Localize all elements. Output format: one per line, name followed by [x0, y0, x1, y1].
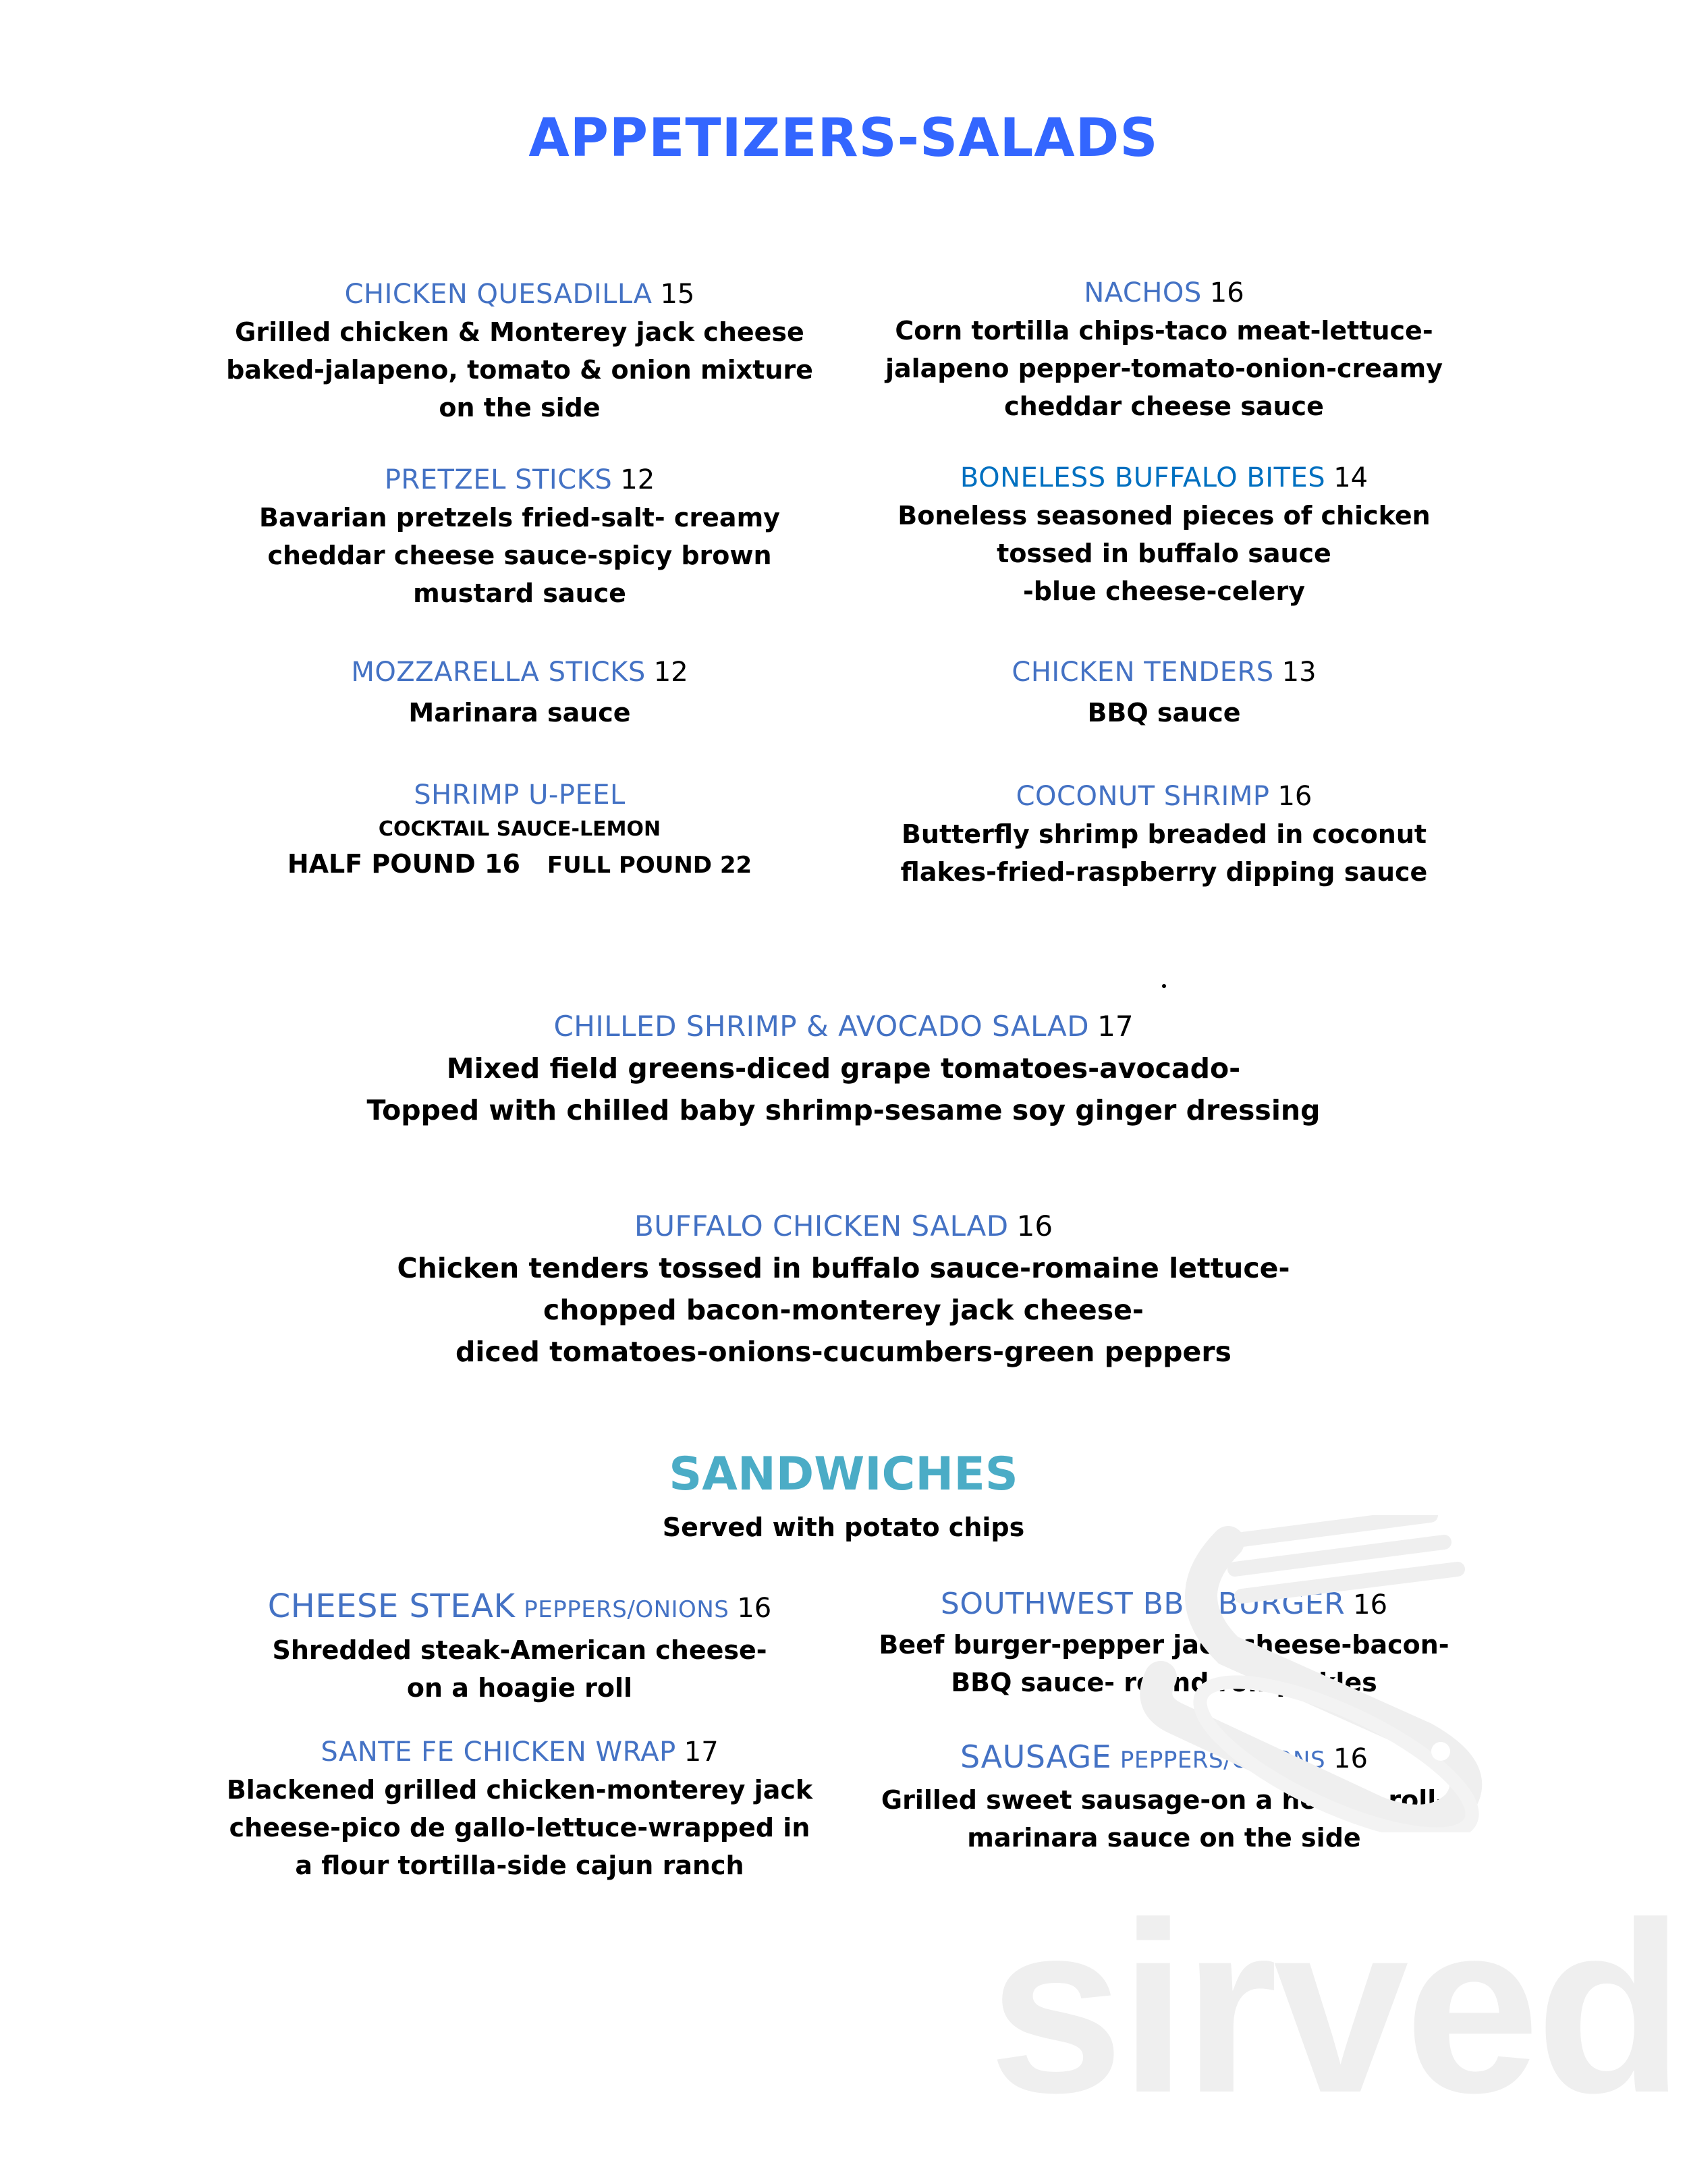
menu-item-pretzel-sticks [216, 461, 823, 612]
item-desc-line: Grilled sweet sausage-on a hoagie roll- [881, 1785, 1447, 1815]
full-pound-price: FULL POUND 22 [547, 852, 752, 879]
item-name: MOZZARELLA STICKS [351, 657, 646, 688]
item-desc-line: Marinara sauce [408, 698, 631, 728]
item-desc-line: mustard sauce [413, 578, 626, 608]
item-desc-line: on the side [439, 393, 601, 422]
menu-item-chicken-tenders [860, 653, 1468, 732]
item-desc-line: flakes-fried-raspberry dipping sauce [900, 857, 1428, 887]
item-name: COCONUT SHRIMP [1016, 781, 1270, 812]
item-desc-line: tossed in buffalo sauce [997, 539, 1331, 568]
item-price: 16 [1016, 1209, 1053, 1243]
item-modifier: PEPPERS/ONIONS [1119, 1747, 1326, 1774]
item-desc-line: Topped with chilled baby shrimp-sesame soy ginger dressing [366, 1094, 1321, 1126]
item-name: CHEESE STEAK [267, 1587, 516, 1625]
item-name: SOUTHWEST BBQ BURGER [940, 1587, 1346, 1621]
item-price: 16 [737, 1593, 772, 1624]
item-price: 16 [1277, 781, 1312, 812]
item-price: 14 [1333, 462, 1368, 493]
item-desc-line: Shredded steak-American cheese- [272, 1635, 767, 1665]
menu-item-chilled-shrimp-avocado-salad [202, 1006, 1485, 1131]
item-sub: COCKTAIL SAUCE-LEMON [378, 817, 661, 841]
item-desc-line: BBQ sauce- round roll-pickles [951, 1668, 1377, 1697]
menu-item-buffalo-chicken-salad [202, 1205, 1485, 1373]
item-desc-line: Grilled chicken & Monterey jack cheese [235, 317, 804, 347]
menu-item-coconut-shrimp [860, 777, 1468, 891]
item-desc-line: Mixed field greens-diced grape tomatoes-avocado- [446, 1052, 1241, 1085]
item-desc-line: -blue cheese-celery [1023, 576, 1305, 606]
item-modifier: PEPPERS/ONIONS [524, 1596, 729, 1623]
item-name: BUFFALO CHICKEN SALAD [634, 1209, 1009, 1243]
menu-item-southwest-bbq-burger [860, 1583, 1468, 1701]
menu-item-nachos [860, 274, 1468, 425]
menu-item-mozzarella-sticks [216, 653, 823, 732]
page-title: APPETIZERS-SALADS [528, 108, 1159, 169]
item-name: NACHOS [1084, 277, 1202, 308]
menu-item-sausage [860, 1736, 1468, 1857]
item-price: 16 [1353, 1589, 1388, 1620]
item-name: CHILLED SHRIMP & AVOCADO SALAD [553, 1010, 1090, 1043]
item-name: CHICKEN QUESADILLA [344, 279, 653, 310]
item-desc-line: Chicken tenders tossed in buffalo sauce-romaine lettuce- [397, 1252, 1290, 1284]
item-price: 16 [1209, 277, 1244, 308]
item-name: SANTE FE CHICKEN WRAP [321, 1737, 676, 1768]
item-name: PRETZEL STICKS [384, 464, 613, 495]
menu-item-cheese-steak [216, 1585, 823, 1707]
item-desc-line: baked-jalapeno, tomato & onion mixture [226, 355, 813, 385]
menu-item-boneless-buffalo-bites [860, 459, 1468, 610]
item-desc-line: Beef burger-pepper jack cheese-bacon- [879, 1630, 1449, 1660]
item-price: 12 [620, 464, 655, 495]
sirved-watermark: sirved [989, 1872, 1680, 2144]
item-desc-line: jalapeno pepper-tomato-onion-creamy [885, 354, 1443, 383]
item-price: 13 [1281, 657, 1317, 688]
section-subtitle: Served with potato chips [662, 1512, 1025, 1542]
item-desc-line: Corn tortilla chips-taco meat-lettuce- [895, 316, 1433, 346]
item-desc-line: Boneless seasoned pieces of chicken [897, 501, 1431, 530]
item-price: 15 [660, 279, 695, 310]
item-name: CHICKEN TENDERS [1012, 657, 1274, 688]
item-price: 12 [653, 657, 688, 688]
item-name: BONELESS BUFFALO BITES [960, 462, 1326, 493]
item-price: 17 [684, 1737, 719, 1768]
section-title-sandwiches: SANDWICHES [669, 1448, 1018, 1501]
menu-item-sante-fe-chicken-wrap [216, 1733, 823, 1884]
item-desc-line: Bavarian pretzels fried-salt- creamy [259, 503, 780, 533]
menu-item-shrimp-u-peel [216, 776, 823, 884]
item-desc-line: cheddar cheese sauce [1004, 391, 1324, 421]
item-desc-line: cheddar cheese sauce-spicy brown [267, 541, 772, 570]
menu-item-chicken-quesadilla [216, 275, 823, 427]
item-desc-line: BBQ sauce [1087, 698, 1241, 728]
item-desc-line: cheese-pico de gallo-lettuce-wrapped in [229, 1813, 810, 1842]
item-desc-line: on a hoagie roll [406, 1673, 633, 1703]
item-desc-line: a flour tortilla-side cajun ranch [295, 1851, 744, 1880]
item-desc-line: chopped bacon-monterey jack cheese- [543, 1294, 1144, 1326]
half-pound-price: HALF POUND 16 [287, 849, 520, 879]
item-name: SAUSAGE [960, 1739, 1112, 1775]
item-price: 17 [1097, 1010, 1134, 1043]
item-desc-line: Butterfly shrimp breaded in coconut [901, 819, 1427, 849]
stray-dot [1162, 984, 1166, 988]
item-price: 16 [1333, 1743, 1368, 1774]
item-desc-line: Blackened grilled chicken-monterey jack [226, 1775, 813, 1805]
item-desc-line: diced tomatoes-onions-cucumbers-green peppers [455, 1336, 1232, 1368]
shrimp-price-options [216, 845, 823, 884]
item-desc-line: marinara sauce on the side [967, 1823, 1361, 1853]
item-name: SHRIMP U-PEEL [414, 780, 626, 811]
